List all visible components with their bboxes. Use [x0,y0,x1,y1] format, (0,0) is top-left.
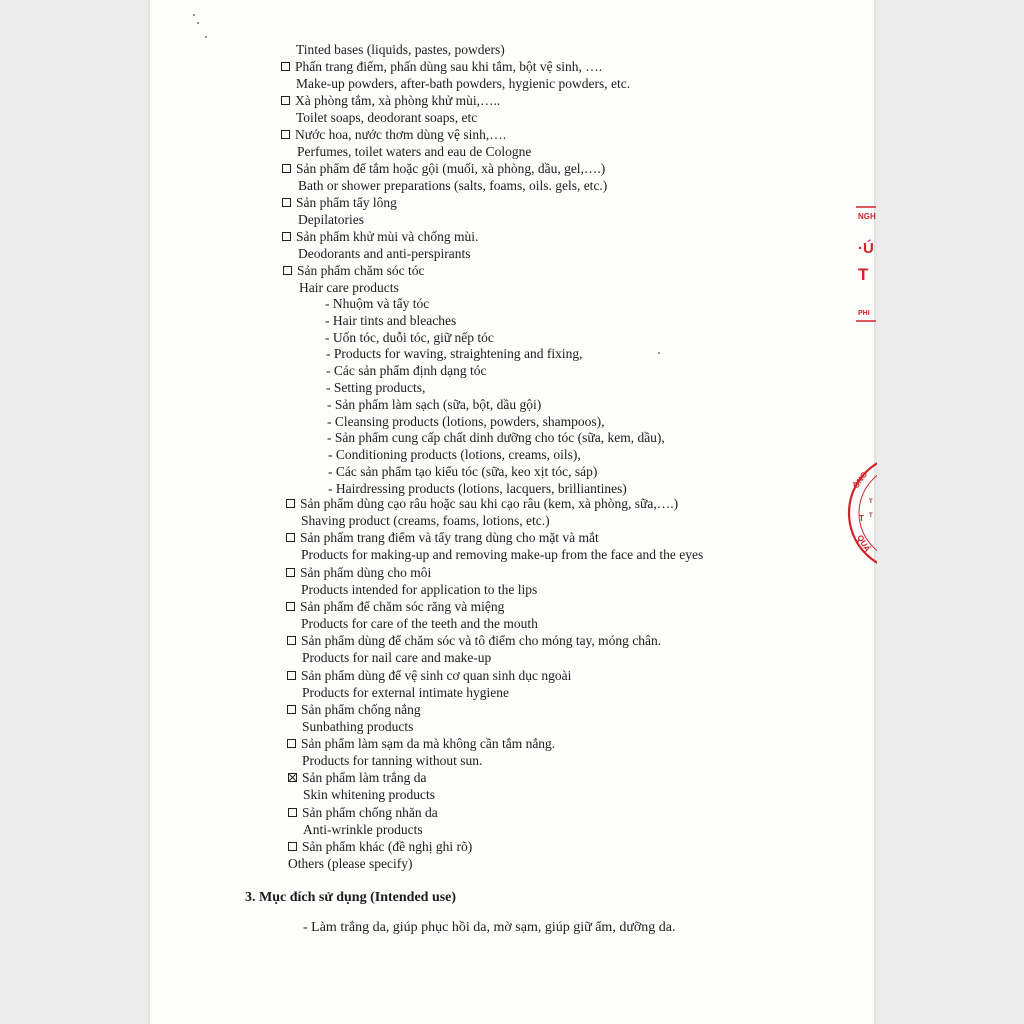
seal-text: T [859,514,864,523]
category-label-en: Products for care of the teeth and the mouth [301,615,538,631]
intended-use-text: - Làm trắng da, giúp phục hồi da, mờ sạm, giúp giữ ẩm, dưỡng da. [303,920,676,935]
stamp-text-2: ·Ú [858,240,874,257]
hair-sub-item: - Sản phẩm làm sạch (sữa, bột, dầu gội) [327,396,542,412]
category-label-vi: Sản phẩm để tắm hoặc gội (muối, xà phòng, dầu, gel,….) [296,161,606,176]
checked-box-icon[interactable] [288,773,297,782]
hair-sub-item: - Cleansing products (lotions, powders, shampoos), [327,413,605,429]
category-option-9 [286,529,599,546]
category-label-en: Products for tanning without sun. [302,753,483,769]
hair-sub-item: - Conditioning products (lotions, creams, oils), [328,447,581,463]
category-label-en: Shaving product (creams, foams, lotions, etc.) [301,513,550,528]
hair-sub-item: - Hair tints and bleaches [325,312,457,328]
category-option-11 [286,598,504,615]
hair-sub-item: - Setting products, [326,380,426,395]
checkbox-icon[interactable] [282,232,291,241]
category-label-en: Sunbathing products [302,718,414,734]
category-label-vi: Sản phẩm chống nắng [301,701,421,717]
category-option-5 [282,194,397,211]
category-option-17 [288,804,438,821]
category-option-16 [288,769,426,786]
checkbox-icon[interactable] [286,499,295,508]
hair-sub-item: - Các sản phẩm định dạng tóc [326,363,487,379]
checkbox-icon[interactable] [286,602,295,611]
category-label-en: Depilatories [298,212,364,227]
category-option-8 [286,495,678,512]
category-option-7 [283,262,424,279]
category-label-vi: Sản phẩm dùng cạo râu hoặc sau khi cạo râu (kem, xà phòng, sữa,….) [300,496,679,511]
category-label-vi: Phấn trang điểm, phấn dùng sau khi tắm, bột vệ sinh, …. [295,59,603,74]
seal-text: T [869,499,873,505]
category-label-vi: Sản phẩm trang điểm và tẩy trang dùng cho mặt và mắt [300,530,599,546]
checkbox-icon[interactable] [287,739,296,748]
section-3-heading: 3. Mục đích sử dụng (Intended use) [245,890,457,905]
hair-sub-item: - Nhuộm và tẩy tóc [325,296,430,311]
category-label-vi: Sản phẩm khử mùi và chống mùi. [296,229,479,244]
checkbox-icon[interactable] [288,808,297,817]
category-label-vi: Xà phòng tắm, xà phòng khử mùi,….. [295,93,501,108]
category-label-en: Skin whitening products [303,787,435,803]
category-option-4 [282,160,605,177]
stamp-text-3: T [858,265,869,284]
category-label-vi: Sản phẩm tẩy lông [296,195,397,210]
category-label-en: Hair care products [299,280,399,295]
hair-sub-item: - Products for waving, straightening and fixing, [326,346,583,362]
category-option-3 [281,126,506,143]
category-option-2 [281,92,500,109]
category-label-vi: Sản phẩm dùng cho môi [300,564,432,580]
checkbox-icon[interactable] [286,568,295,577]
tinted-bases-line: Tinted bases (liquids, pastes, powders) [296,42,505,57]
seal-text: QUẢ [855,533,872,554]
checkbox-icon[interactable] [282,198,291,207]
approval-stamp-partial [850,195,880,335]
category-label-en: Make-up powders, after-bath powders, hygienic powders, etc. [296,76,631,91]
category-option-13 [287,667,571,684]
seal-text: ÔNG [851,470,870,491]
category-label-en: Products intended for application to the lips [301,581,538,597]
scan-speck [193,14,195,16]
scan-speck [197,22,199,24]
checkbox-icon[interactable] [281,96,290,105]
checkbox-icon[interactable] [281,62,290,71]
category-option-6 [282,228,478,245]
category-label-en: Anti-wrinkle products [303,821,423,837]
category-label-en: Products for external intimate hygiene [302,684,509,700]
category-option-12 [287,632,661,649]
category-label-en: Deodorants and anti-perspirants [298,246,471,261]
round-seal-partial [845,455,877,575]
hair-sub-item: - Các sản phẩm tạo kiểu tóc (sữa, keo xịt tóc, sáp) [328,464,598,479]
category-label-vi: Sản phẩm dùng để vệ sinh cơ quan sinh dục ngoài [301,667,572,683]
category-label-vi: Sản phẩm làm sạm da mà không cần tắm nắng. [301,736,556,752]
category-label-vi: Sản phẩm khác (đề nghị ghi rõ) [302,839,473,854]
seal-text: T [869,513,873,519]
category-option-15 [287,735,555,752]
checkbox-icon[interactable] [283,266,292,275]
category-option-10 [286,564,431,581]
category-label-vi: Sản phẩm làm trắng da [302,770,427,786]
category-label-en: Products for making-up and removing make-up from the face and the eyes [301,547,704,563]
category-label-en: Others (please specify) [288,856,413,871]
stamp-text-1: NGH [858,212,876,221]
category-label-vi: Sản phẩm chăm sóc tóc [297,263,425,278]
checkbox-icon[interactable] [282,164,291,173]
checkbox-icon[interactable] [287,671,296,680]
category-option-14 [287,701,421,718]
category-option-18 [288,838,472,855]
scan-speck [205,36,207,38]
hair-sub-item: - Hairdressing products (lotions, lacquers, brilliantines) [328,480,627,496]
checkbox-icon[interactable] [281,130,290,139]
category-label-en: Products for nail care and make-up [302,650,492,666]
category-label-vi: Nước hoa, nước thơm dùng vệ sinh,…. [295,127,507,142]
category-label-vi: Sản phẩm dùng để chăm sóc và tô điểm cho móng tay, móng chân. [301,633,662,649]
scan-speck [658,352,660,354]
checkbox-icon[interactable] [287,636,296,645]
category-label-en: Perfumes, toilet waters and eau de Cologne [297,144,532,159]
category-label-vi: Sản phẩm chống nhăn da [302,804,438,820]
category-option-1 [281,58,602,75]
stamp-text-4: PHI [858,310,870,317]
category-label-en: Toilet soaps, deodorant soaps, etc [296,110,478,125]
category-label-en: Bath or shower preparations (salts, foams, oils. gels, etc.) [298,178,608,193]
checkbox-icon[interactable] [287,705,296,714]
hair-sub-item: - Uốn tóc, duỗi tóc, giữ nếp tóc [325,329,494,345]
category-label-vi: Sản phẩm để chăm sóc răng và miệng [300,598,505,614]
checkbox-icon[interactable] [286,533,295,542]
hair-sub-item: - Sản phẩm cung cấp chất dinh dưỡng cho tóc (sữa, kem, dầu), [327,430,665,446]
checkbox-icon[interactable] [288,842,297,851]
